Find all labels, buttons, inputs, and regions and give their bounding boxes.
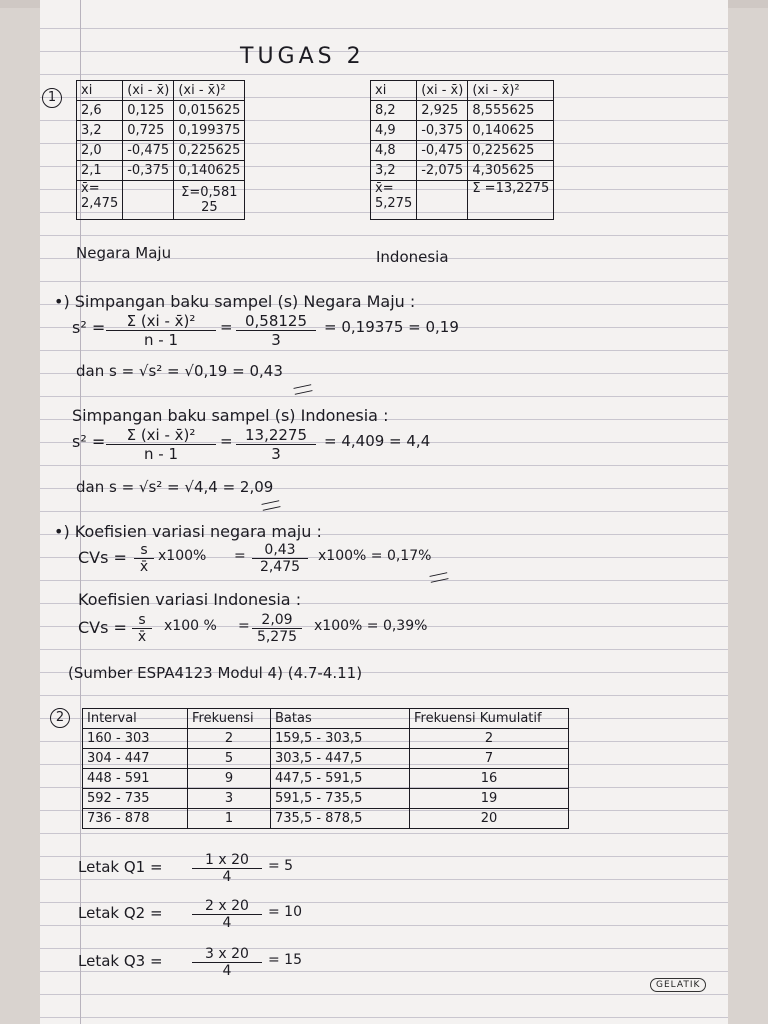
sb-indo-fraction: $\frac{13,2275}{3}$ [236, 426, 316, 463]
table-row: 448 - 591 9 447,5 - 591,5 16 [83, 769, 569, 789]
q1-fraction: $\frac{1 x 20}{4}$ [192, 852, 262, 885]
question-number-1: 1 [42, 88, 62, 108]
table-row: 4,9 -0,375 0,140625 [371, 121, 554, 141]
table-row: 2,6 0,125 0,015625 [77, 101, 245, 121]
table-row: 4,8 -0,475 0,225625 [371, 141, 554, 161]
table-summary-row: x̄= 2,475 Σ=0,581 25 [77, 181, 245, 220]
table-row: 2,1 -0,375 0,140625 [77, 161, 245, 181]
double-underline [429, 572, 448, 583]
q2-fraction: $\frac{2 x 20}{4}$ [192, 898, 262, 931]
cv-maju-result: x100% = 0,17% [318, 548, 432, 564]
table-row: 2,0 -0,475 0,225625 [77, 141, 245, 161]
cv-indo-fraction: $\frac{2,09}{5,275}$ [252, 612, 302, 645]
table-row: 304 - 447 5 303,5 - 447,5 7 [83, 749, 569, 769]
q1-label: Letak Q1 = [78, 858, 163, 876]
table-row: 3,2 -2,075 4,305625 [371, 161, 554, 181]
sb-indo-lhs: s² = [72, 432, 106, 451]
question-number-2: 2 [50, 708, 70, 728]
table-row: 8,2 2,925 8,555625 [371, 101, 554, 121]
q2-label: Letak Q2 = [78, 904, 163, 922]
table-negara-maju [76, 80, 245, 220]
sb-maju-lhs: s² = [72, 318, 106, 337]
caption-indonesia: Indonesia [376, 248, 449, 266]
cv-indo-result: x100% = 0,39% [314, 618, 428, 634]
sb-indo-formula: $\frac{\text{Σ (xi - x̄)²}}{n - 1}$ [106, 426, 216, 463]
cv-maju-fraction: $\frac{0,43}{2,475}$ [252, 542, 308, 575]
table-header-row: xi (xi - x̄) (xi - x̄)² [77, 81, 245, 101]
notebook-page: TUGAS 2 1 xi (xi - x̄) (xi - x̄)² 2,6 0,125 0,015625 3,2 0,725 0,199375 2,0 -0,475 0,225625 2,1 -0,375 0,140625 x̄= 2,475 Σ=0,581 25 Negara Maju xi (xi - x̄) (xi - x̄)² 8,2 2,925 8,555625 4,9 -0,375 0,140625 4,8 -0,475 0,225625 3,2 -2,075 4,305625 x̄= 5,275 Σ =13,2275 Indonesia •) Simpangan baku sampel (s) Negara Maju : s² = $\frac{\text{Σ (xi - x̄)²}}{n - 1}$ = $\frac{0,58125}{3}$ = 0,19375 = 0,19 dan s = √s² = √0,19 = 0,43 Simpangan baku sampel (s) Indonesia : s² = $\frac{\text{Σ (xi - x̄)²}}{n - 1}$ = $\frac{13,2275}{3}$ = 4,409 = 4,4 dan s = √s² = √4,4 = 2,09 •) Koefisien variasi negara maju : CVs = $\frac{s}{x̄}$ x100% = $\frac{0,43}{2,475}$ x100% = 0,17% Koefisien variasi Indonesia : CVs = $\frac{s}{x̄}$ x100 % = $\frac{2,09}{5,275}$ x100% = 0,39% (Sumber ESPA4123 Modul 4) (4.7-4.11) 2 Interval Frekuensi Batas Frekuensi Kumulatif 160 - 303 2 159,5 - 303,5 2 304 - 447 5 303,5 - 447,5 7 448 - 591 9 447,5 - 591,5 16 592 - 735 3 591,5 - 735,5 19 736 - 878 1 735,5 - 878,5 20 Letak Q1 = $\frac{1 x 20}{4}$ = 5 Letak Q2 = $\frac{2 x 20}{4}$ = 10 Letak Q3 = $\frac{3 x 20}{4}$ = 15 GELATIK [40, 0, 728, 1024]
sb-indo-dan: dan s = √s² = √4,4 = 2,09 [76, 478, 274, 496]
table-row: 160 - 303 2 159,5 - 303,5 2 [83, 729, 569, 749]
table-row: 736 - 878 1 735,5 - 878,5 20 [83, 809, 569, 829]
sb-maju-formula: $\frac{\text{Σ (xi - x̄)²}}{n - 1}$ [106, 312, 216, 349]
q3-label: Letak Q3 = [78, 952, 163, 970]
q2-result: = 10 [268, 904, 302, 920]
table-summary-row: x̄= 5,275 Σ =13,2275 [371, 181, 554, 220]
cv-indo-lhs: CVs = [78, 618, 127, 637]
sb-maju-fraction: $\frac{0,58125}{3}$ [236, 312, 316, 349]
table-frequency [82, 708, 569, 829]
table-row: 592 - 735 3 591,5 - 735,5 19 [83, 789, 569, 809]
page-title: TUGAS 2 [240, 44, 365, 69]
source-note: (Sumber ESPA4123 Modul 4) (4.7-4.11) [68, 664, 363, 682]
q1-result: = 5 [268, 858, 294, 874]
cv-maju-heading: •) Koefisien variasi negara maju : [54, 522, 322, 541]
caption-negara-maju: Negara Maju [76, 244, 172, 262]
q3-fraction: $\frac{3 x 20}{4}$ [192, 946, 262, 979]
table-indonesia [370, 80, 554, 220]
sb-indo-heading: Simpangan baku sampel (s) Indonesia : [72, 406, 389, 425]
table-row: 3,2 0,725 0,199375 [77, 121, 245, 141]
sb-maju-dan: dan s = √s² = √0,19 = 0,43 [76, 362, 283, 380]
q3-result: = 15 [268, 952, 302, 968]
brand-logo: GELATIK [650, 978, 706, 992]
sb-maju-heading: •) Simpangan baku sampel (s) Negara Maju : [54, 292, 416, 311]
table-header-row: xi (xi - x̄) (xi - x̄)² [371, 81, 554, 101]
table-header-row: Interval Frekuensi Batas Frekuensi Kumulatif [83, 709, 569, 729]
sb-indo-result: = 4,409 = 4,4 [324, 432, 431, 450]
cv-indo-heading: Koefisien variasi Indonesia : [78, 590, 302, 609]
double-underline [293, 384, 312, 395]
cv-maju-lhs: CVs = [78, 548, 127, 567]
sb-maju-result: = 0,19375 = 0,19 [324, 318, 459, 336]
double-underline [261, 500, 280, 511]
